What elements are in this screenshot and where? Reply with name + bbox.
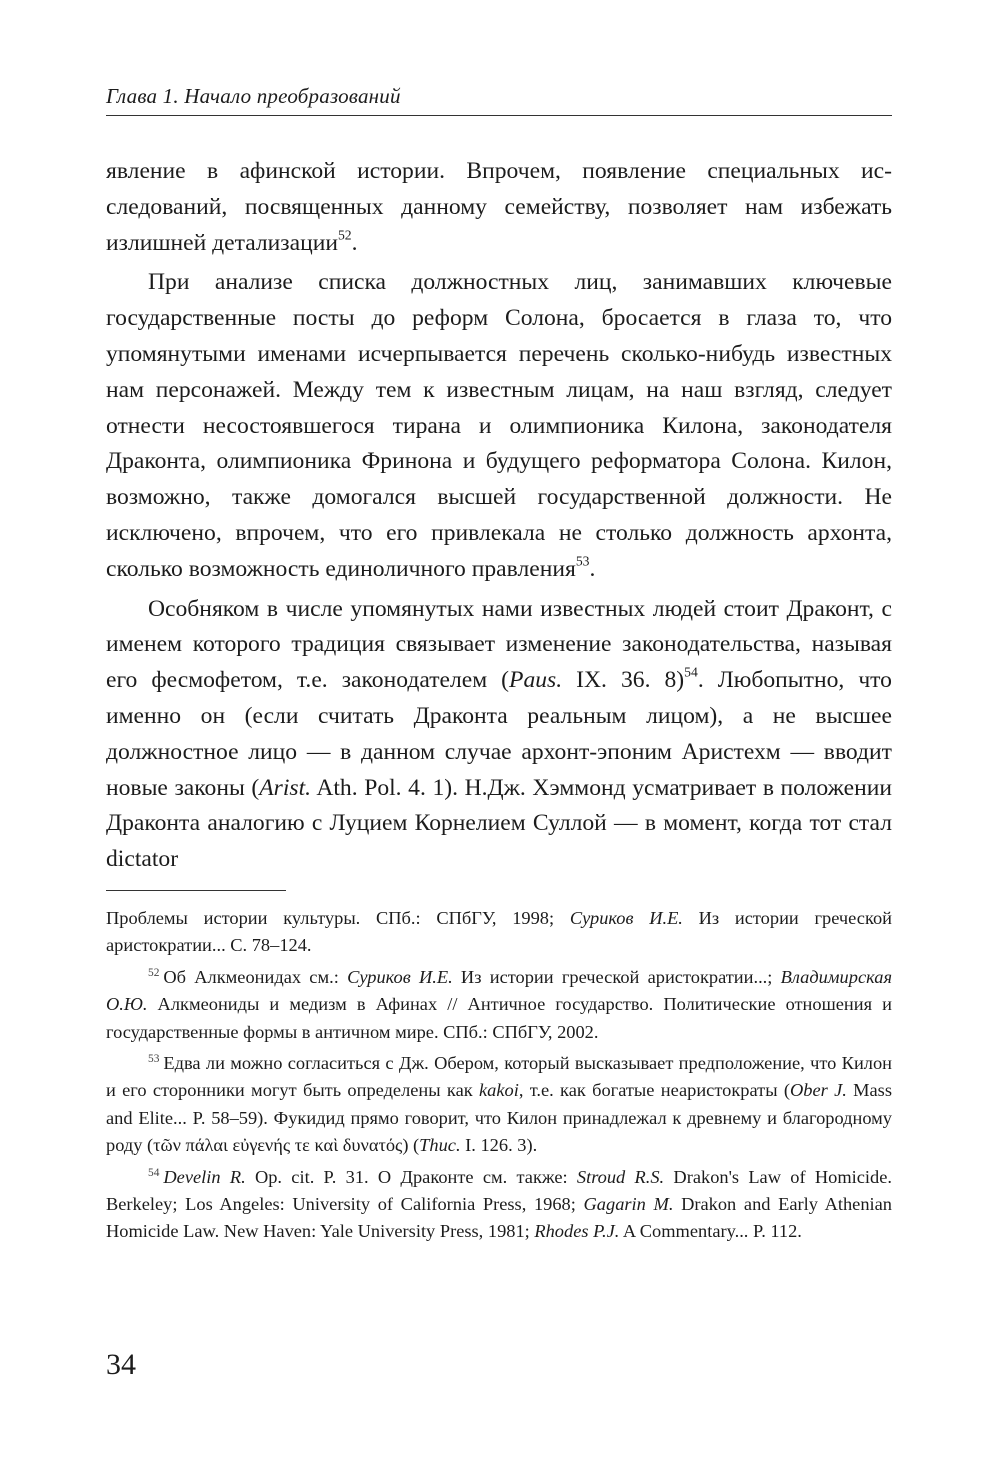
paragraph-1: явление в афинской истории. Впрочем, появление специальных исследований, посвященных данному семейству, позволяет нам избежать излишней детализации$^{52}$. — [106, 158, 892, 256]
footnote-number: 52 — [148, 966, 160, 979]
footnote-54: $^{54}$ Develin R. Op. cit. P. 31. О Драконте см. также: Stroud R.S. Drakon's Law of Homicide. Berkeley; Los Angeles: University of California Press, 1968; Gagarin M. Drakon and Early Athenian Homicide Law. New Haven: Yale University Press, 1981; Rhodes P.J. A Commentary... P. 112. — [106, 1166, 892, 1242]
footnotes — [106, 905, 892, 1250]
footnote-53: $^{53}$ Едва ли можно согласиться с Дж. Обером, который высказывает предположение, что Килон и его сторонники могут быть определены как kakoi, т.е. как богатые неаристократы (Ober J. Mass and Elite... P. 58–59). Фукидид прямо говорит, что Килон принадлежал к древнему и благородному роду (τῶν πάλαι εὐγενής τε καὶ δυνατός) (Thuc. I. 126. 3). — [106, 1053, 892, 1156]
footnote-52: $^{52}$ Об Алкмеонидах см.: Суриков И.Е. Из истории греческой аристократии...; Владимирская О.Ю. Алкмеониды и медизм в Афинах // Античное государство. Политические отношения и государственные формы в античном мире. СПб.: СПбГУ, 2002. — [106, 966, 892, 1042]
footnote-ref-54[interactable]: 54 — [684, 664, 698, 680]
footnote-separator — [106, 890, 286, 891]
page-number: 34 — [106, 1348, 136, 1381]
paragraph-3: Особняком в числе упомянутых нами известных людей стоит Драконт, с именем которого традиция связывает изменение законодательства, называя его фесмофетом, т.е. законодателем (Paus. IX. 36. 8)$^{54}$. Любопытно, что именно он (если считать Драконта реальным лицом), а не высшее должностное лицо — в данном случае архонт-эпоним Аристехм — вводит новые законы (Arist. Ath. Pol. 4. 1). Н.Дж. Хэммонд усматривает в положении Драконта аналогию с Луцием Корнелием Суллой — в момент, когда тот стал dictator — [106, 595, 892, 873]
paragraph-2: При анализе списка должностных лиц, занимавших ключевые государственные посты до реформ Солона, бросается в глаза то, что упомянутыми именами исчерпывается перечень сколько-нибудь известных нам персонажей. Между тем к известным лицам, на наш взгляд, следует отнести несостоявшегося тирана и олимпионика Килона, законодателя Драконта, олимпионика Фринона и будущего реформатора Солона. Килон, возможно, также домогался высшей государственной должности. Не исключено, впрочем, что его привлекала не столько должность архонта, сколько возможность единоличного правления$^{53}$. — [106, 269, 892, 582]
main-text — [106, 154, 892, 878]
footnote-continuation: Проблемы истории культуры. СПб.: СПбГУ, 1998; Суриков И.Е. Из истории греческой аристократии... С. 78–124. — [106, 908, 892, 956]
running-header — [106, 84, 892, 116]
footnote-number: 54 — [148, 1166, 160, 1179]
running-title: Глава 1. Начало преобразований — [106, 84, 401, 108]
footnote-number: 53 — [148, 1053, 160, 1066]
footnote-ref-52[interactable]: 52 — [337, 227, 352, 243]
footnote-ref-53[interactable]: 53 — [575, 553, 590, 569]
